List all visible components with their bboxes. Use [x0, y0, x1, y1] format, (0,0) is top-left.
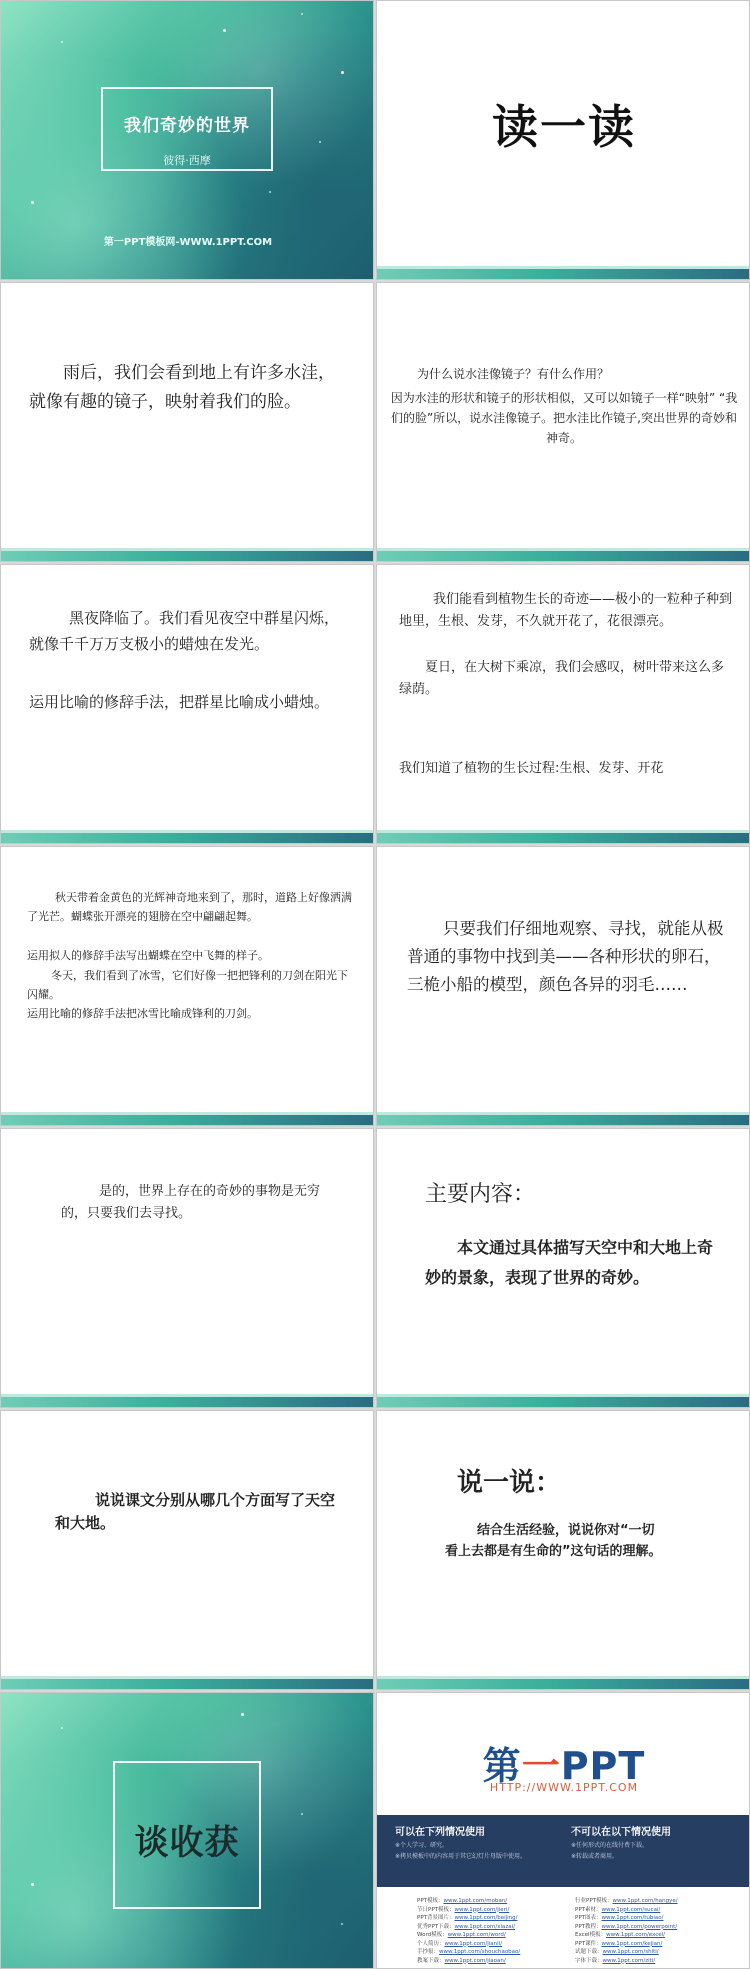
slide-brand[interactable]: [376, 1692, 750, 1969]
usage-allowed-item: ※拷贝模板中的内容用于其它幻灯片母版中使用。: [395, 1853, 527, 1860]
link-row[interactable]: 行业PPT模板：www.1ppt.com/hangye/: [575, 1898, 678, 1904]
link-row[interactable]: PPT教程：www.1ppt.com/powerpoint/: [575, 1923, 678, 1930]
slide-observe[interactable]: [376, 846, 750, 1126]
slide-discuss[interactable]: [0, 1410, 374, 1690]
link-row[interactable]: PPT背景图片：www.1ppt.com/beijing/: [417, 1915, 518, 1922]
usage-forbidden-item: ※转载或者商用。: [571, 1853, 619, 1860]
link-row[interactable]: Excel模板：www.1ppt.com/excel/: [575, 1932, 666, 1939]
seasons-text-1: 秋天带着金黄色的光辉神奇地来到了，那时，道路上好像洒满了光芒。蝴蝶张开漂亮的翅膀在空中翩翩起舞。: [27, 891, 352, 923]
link-row[interactable]: 优秀PPT下载：www.1ppt.com/xiazai/: [417, 1923, 516, 1930]
talk-text: 结合生活经验，说说你对“一切看上去都是有生命的”这句话的理解。: [445, 1523, 662, 1559]
slide-cover[interactable]: [0, 0, 374, 280]
summary-heading: 主要内容：: [425, 1182, 536, 1207]
cover-site: 第一PPT模板网-WWW.1PPT.COM: [103, 237, 273, 248]
usage-allowed-heading: 可以在下列情况使用: [395, 1827, 485, 1838]
discuss-text: 说说课文分别从哪几个方面写了天空和大地。: [55, 1491, 336, 1533]
link-row[interactable]: PPT课件：www.1ppt.com/kejian/: [575, 1940, 663, 1947]
summary-text: 本文通过具体描写天空中和大地上奇妙的景象，表现了世界的奇妙。: [425, 1238, 714, 1288]
usage-forbidden: [571, 1823, 671, 1860]
observe-text: 只要我们仔细地观察、寻找，就能从极普通的事物中找到美——各种形状的卵石，三桅小船的模型，颜色各异的羽毛……: [407, 919, 724, 995]
link-row[interactable]: 字体下载：www.1ppt.com/ziti/: [575, 1957, 656, 1964]
brand-logo: 第一PPT: [482, 1744, 646, 1788]
slide-harvest[interactable]: [0, 1692, 374, 1969]
night-text: 黑夜降临了。我们看见夜空中群星闪烁，就像千千万万支极小的蜡烛在发光。: [29, 609, 340, 654]
link-row[interactable]: PPT图表：www.1ppt.com/tubiao/: [575, 1915, 664, 1922]
usage-forbidden-heading: 不可以在以下情况使用: [571, 1827, 671, 1838]
slide-talk[interactable]: [376, 1410, 750, 1690]
puddle-answer: 因为水洼的形状和镜子的形状相似，又可以如镜子一样“映射” “我们的脸”所以，说水洼像镜子。把水洼比作镜子,突出世界的奇妙和神奇。: [390, 391, 738, 445]
cover-author: 彼得·西摩: [163, 154, 211, 167]
link-row[interactable]: PPT素材：www.1ppt.com/sucai/: [575, 1906, 661, 1913]
link-row[interactable]: 教案下载：www.1ppt.com/jiaoan/: [417, 1957, 506, 1964]
puddle-question: 为什么说水洼像镜子？有什么作用？: [417, 367, 610, 381]
slide-night[interactable]: [0, 564, 374, 844]
links-left: [417, 1897, 520, 1965]
harvest-title: 谈收获: [134, 1823, 240, 1863]
seasons-text-2: 运用拟人的修辞手法写出蝴蝶在空中飞舞的样子。: [27, 949, 269, 962]
slide-summary[interactable]: [376, 1128, 750, 1408]
links-right: [575, 1897, 678, 1965]
slide-plants[interactable]: [376, 564, 750, 844]
cover-title: 我们奇妙的世界: [124, 116, 250, 136]
usage-forbidden-item: ※任何形式的在线付费下载。: [571, 1842, 649, 1849]
night-analysis: 运用比喻的修辞手法，把群星比喻成小蜡烛。: [29, 693, 330, 711]
brand-url[interactable]: HTTP://WWW.1PPT.COM: [489, 1781, 639, 1794]
puddle-text: 雨后，我们会看到地上有许多水洼，就像有趣的镜子，映射着我们的脸。: [29, 363, 335, 412]
link-row[interactable]: PPT模板：www.1ppt.com/moban/: [417, 1898, 508, 1904]
plants-text-3: 我们知道了植物的生长过程:生根、发芽、开花: [399, 761, 664, 776]
seasons-text-4: 运用比喻的修辞手法把冰雪比喻成锋利的刀剑。: [27, 1007, 258, 1020]
usage-allowed-item: ※个人学习、研究。: [395, 1842, 449, 1849]
plants-text-2: 夏日，在大树下乘凉，我们会感叹，树叶带来这么多绿荫。: [399, 660, 725, 698]
talk-heading: 说一说：: [457, 1468, 562, 1498]
slide-read[interactable]: [376, 0, 750, 280]
link-row[interactable]: 个人简历：www.1ppt.com/jianli/: [417, 1940, 503, 1947]
link-row[interactable]: 试题下载：www.1ppt.com/shiti/: [575, 1949, 659, 1956]
seasons-text-3: 冬天，我们看到了冰雪，它们好像一把把锋利的刀剑在阳光下闪耀。: [27, 969, 348, 1001]
slide-puddle[interactable]: [0, 282, 374, 562]
endless-text: 是的，世界上存在的奇妙的事物是无穷的，只要我们去寻找。: [61, 1184, 321, 1222]
link-row[interactable]: Word模板：www.1ppt.com/word/: [417, 1932, 506, 1939]
link-row[interactable]: 手抄报：www.1ppt.com/shouchaobao/: [417, 1949, 521, 1956]
slide-seasons[interactable]: [0, 846, 374, 1126]
slide-endless[interactable]: [0, 1128, 374, 1408]
plants-text-1: 我们能看到植物生长的奇迹——极小的一粒种子种到地里，生根、发芽，不久就开花了，花很漂亮。: [399, 592, 733, 630]
usage-band: [377, 1815, 750, 1887]
slide-puddle-question[interactable]: [376, 282, 750, 562]
usage-allowed: [395, 1823, 526, 1860]
read-title: 读一读: [492, 100, 636, 154]
link-row[interactable]: 节日PPT模板：www.1ppt.com/jieri/: [417, 1906, 510, 1913]
